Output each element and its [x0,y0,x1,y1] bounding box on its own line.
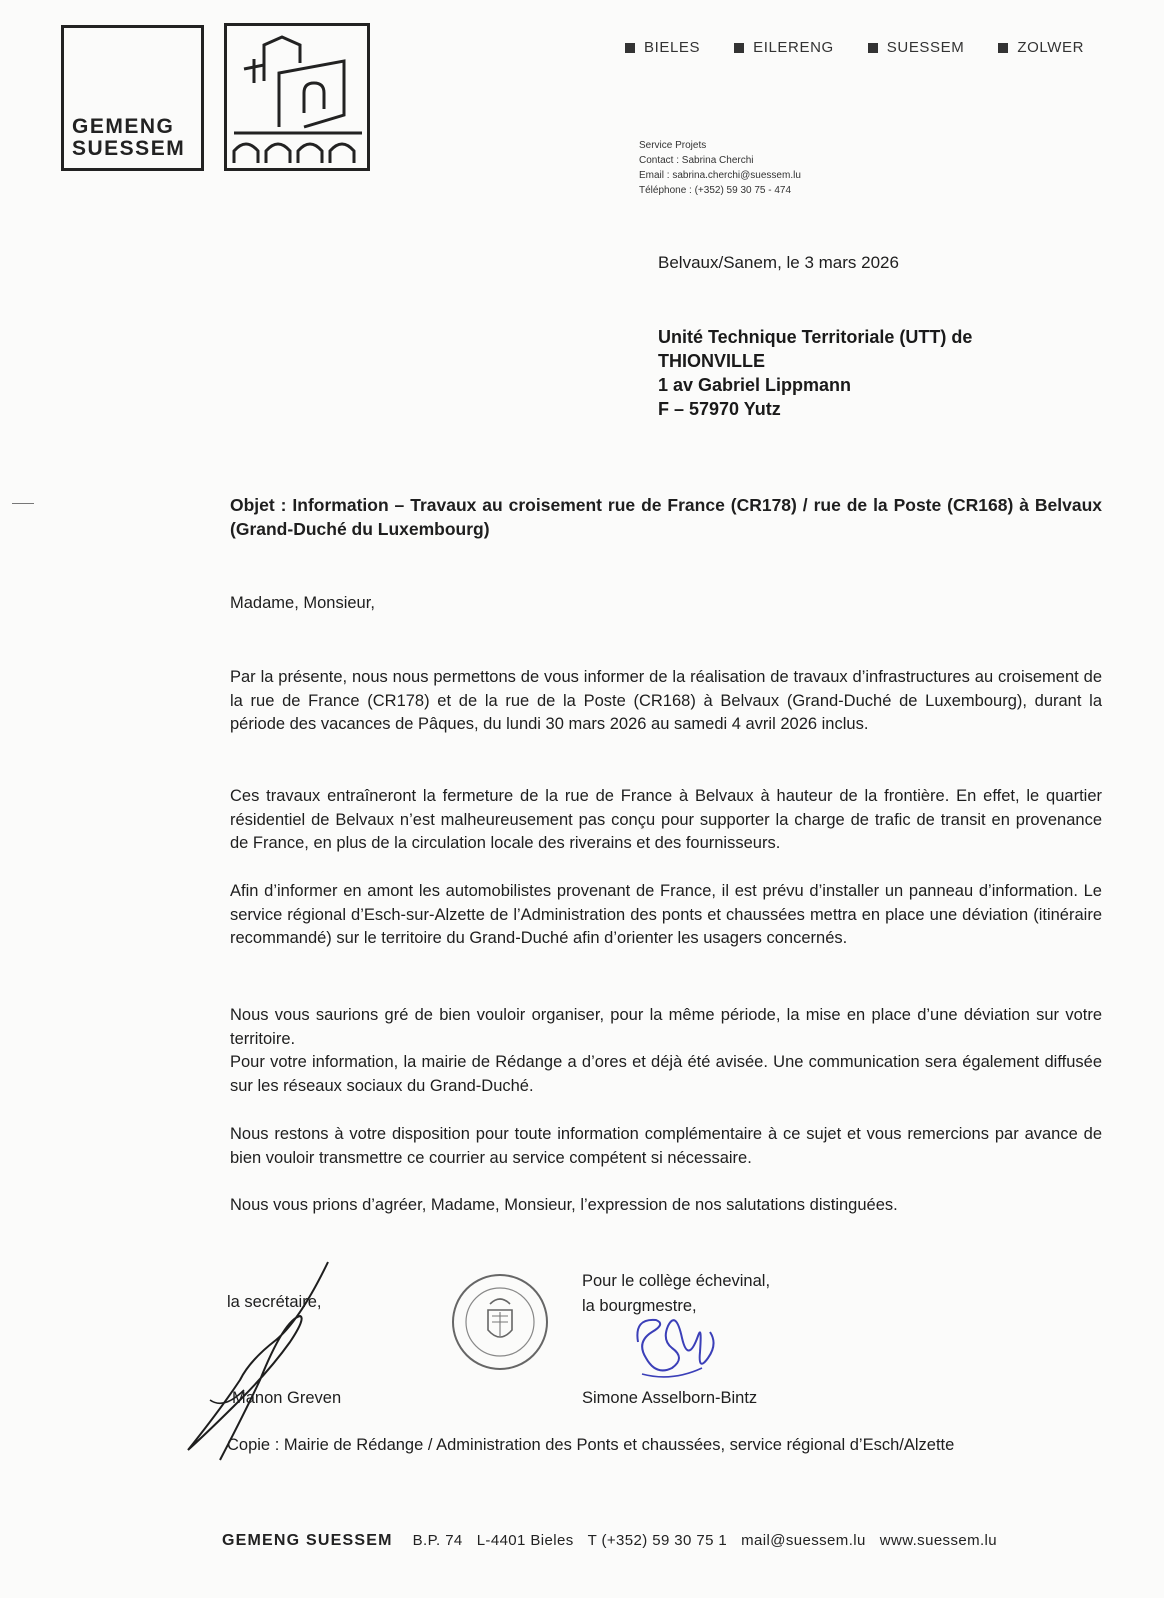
footer-brand: GEMENG SUESSEM [222,1532,393,1549]
body-paragraph: Nous vous saurions gré de bien vouloir organiser, pour la même période, la mise en place d’une déviation sur votre territoire. [230,1006,1102,1048]
mayor-name: Simone Asselborn-Bintz [582,1389,758,1407]
body-paragraph: Ces travaux entraîneront la fermeture de la rue de France à Belvaux à hauteur de la frontière. En effet, le quartier résidentiel de Belvaux n’est malheureusement pas conçu pour supporter la charge de trafic de transit en provenance de France, en plus de la circulation locale des riverains et des fournisseurs. [230,787,1102,852]
letter-subject: Objet : Information – Travaux au croisement rue de France (CR178) / rue de la Poste (CR168) à Belvaux (Grand-Duché du Luxembourg) [230,495,1102,539]
secretary-name: Manon Greven [232,1389,342,1407]
closing-formula: Nous vous prions d’agréer, Madame, Monsieur, l’expression de nos salutations distinguées. [230,1196,898,1214]
body-paragraph: Afin d’informer en amont les automobilistes provenant de France, il est prévu d’installer un panneau d’information. Le service régional d’Esch-sur-Alzette de l’Administration des ponts et chaussées mettra en place une déviation (itinéraire recommandé) sur le territoire du Grand-Duché afin d’orienter les usagers concernés. [230,882,1102,947]
commune-seal-icon [450,1272,550,1372]
square-bullet-icon [734,43,744,53]
footer-po-box: B.P. 74 [412,1532,463,1549]
contact-person: Contact : Sabrina Cherchi [639,155,754,166]
nav-item-eilereng: EILERENG [734,39,834,56]
square-bullet-icon [625,43,635,53]
recipient-address [658,325,972,421]
commune-emblem-icon [224,23,372,173]
square-bullet-icon [868,43,878,53]
footer-website: www.suessem.lu [879,1532,998,1549]
contact-email: Email : sabrina.cherchi@suessem.lu [639,170,801,181]
body-paragraph: Par la présente, nous nous permettons de vous informer de la réalisation de travaux d’infrastructures au croisement de la rue de France (CR178) et de la rue de la Poste (CR168) à Belvaux (Grand-Duché de Luxembourg), durant la période des vacances de Pâques, du lundi 30 mars 2026 au samedi 4 avril 2026 inclus. [230,668,1102,733]
contact-block [639,138,801,198]
contact-service: Service Projets [639,140,707,151]
nav-item-suessem: SUESSEM [868,39,965,56]
letter-date: Belvaux/Sanem, le 3 mars 2026 [658,253,899,272]
square-bullet-icon [998,43,1008,53]
body-paragraph: Pour votre information, la mairie de Rédange a d’ores et déjà été avisée. Une communication sera également diffusée sur les réseaux sociaux du Grand-Duché. [230,1053,1102,1095]
logo-box [61,25,204,171]
contact-phone: Téléphone : (+352) 59 30 75 - 474 [639,185,792,196]
recipient-line: 1 av Gabriel Lippmann [658,375,852,395]
locality-nav [625,39,1084,56]
nav-item-bieles: BIELES [625,39,700,56]
secretary-label: la secrétaire, [227,1293,322,1311]
copy-recipients: Copie : Mairie de Rédange / Administration des Ponts et chaussées, service régional d’Esch/Alzette [227,1436,955,1454]
recipient-line: THIONVILLE [658,351,765,371]
footer-phone: T (+352) 59 30 75 1 [587,1532,728,1549]
footer-email: mail@suessem.lu [741,1532,866,1549]
body-paragraph: Nous restons à votre disposition pour toute information complémentaire à ce sujet et vous remercions par avance de bien vouloir transmettre ce courrier au service compétent si nécessaire. [230,1125,1102,1167]
college-label: Pour le collège échevinal, la bourgmestre, [582,1272,771,1315]
mayor-signature-icon [632,1312,722,1392]
fold-mark [12,503,34,504]
salutation: Madame, Monsieur, [230,594,375,612]
footer [222,1532,997,1550]
recipient-line: F – 57970 Yutz [658,399,781,419]
logo-wordmark: GEMENG SUESSEM [72,115,186,160]
nav-item-zolwer: ZOLWER [998,39,1084,56]
footer-address: L-4401 Bieles [476,1532,574,1549]
recipient-line: Unité Technique Territoriale (UTT) de [658,327,973,347]
